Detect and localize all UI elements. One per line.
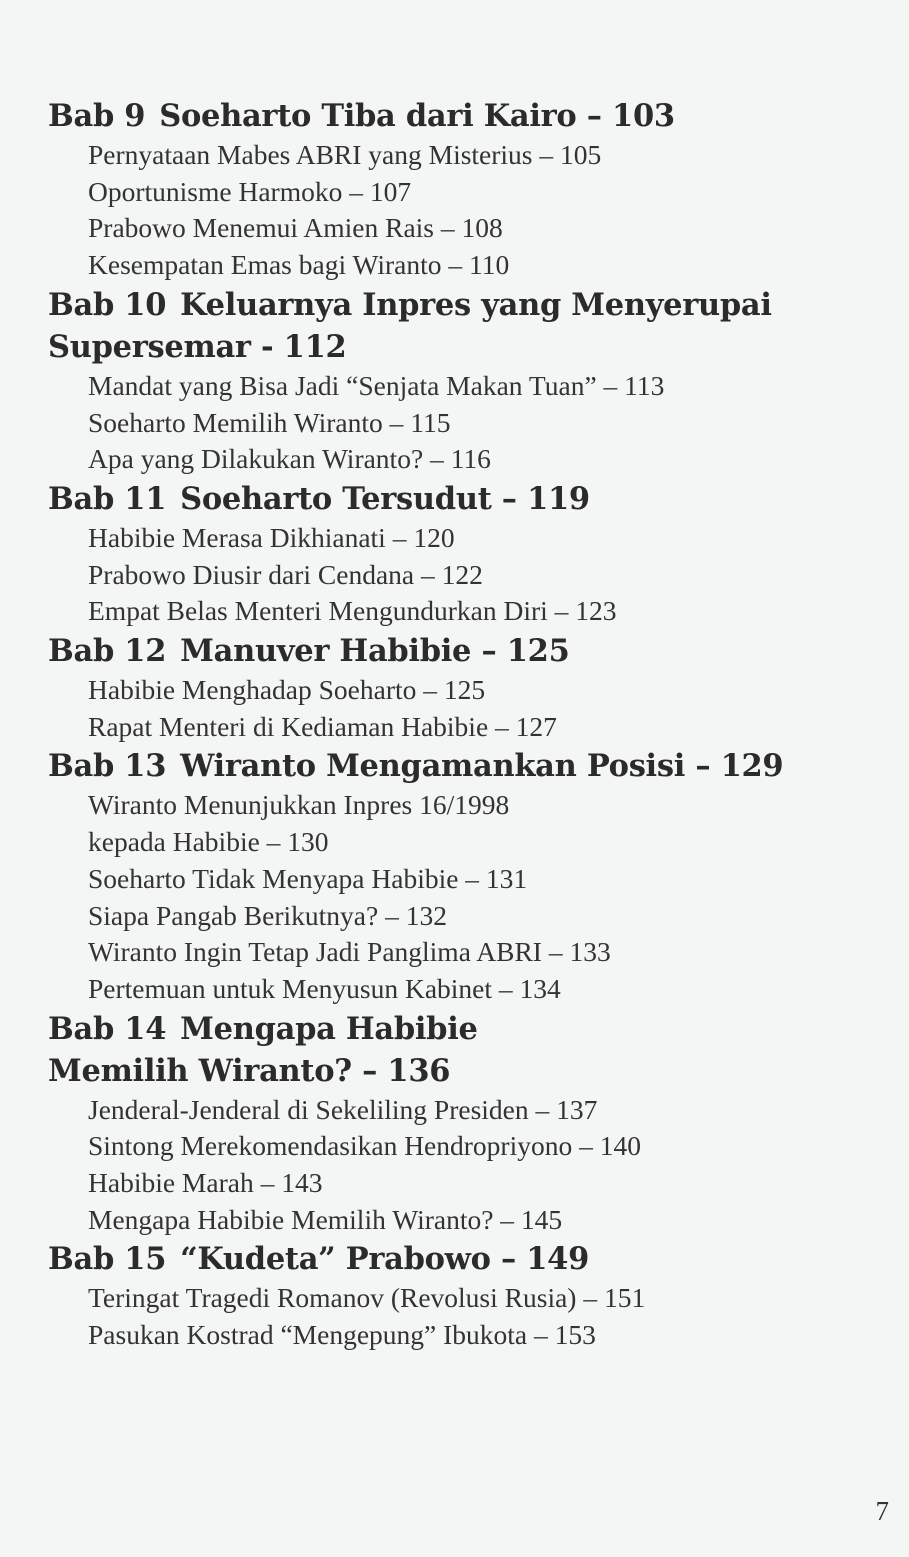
toc-entry: Apa yang Dilakukan Wiranto? – 116 [88,443,491,475]
toc-entry: Pernyataan Mabes ABRI yang Misterius – 105 [88,139,602,170]
chapter-heading [48,630,878,672]
toc-entry: Pertemuan untuk Menyusun Kabinet – 134 [88,972,561,1004]
toc-entry: Prabowo Diusir dari Cendana – 122 [88,558,483,590]
toc-entry: Prabowo Menemui Amien Rais – 108 [88,212,503,244]
chapter-heading [48,1238,878,1280]
toc-entry: Habibie Merasa Dikhianati – 120 [88,521,455,553]
page-number: 7 [875,1496,889,1526]
toc-entry: Soeharto Memilih Wiranto – 115 [88,406,451,438]
toc-entry: Habibie Marah – 143 [88,1167,323,1199]
chapter-title: Mengapa Habibie [180,1010,478,1047]
toc-entry: Jenderal-Jenderal di Sekeliling Presiden – 137 [88,1093,598,1125]
toc-entry: Siapa Pangab Berikutnya? – 132 [88,899,447,931]
chapter-heading [48,745,878,787]
chapter-title: Soeharto Tiba dari Kairo – 103 [159,98,675,134]
toc-entry: Sintong Merekomendasikan Hendropriyono – 140 [88,1130,641,1162]
chapter-heading [48,95,878,137]
chapter-number: Bab 12 [48,633,167,670]
chapter-title: Wiranto Mengamankan Posisi – 129 [180,748,784,785]
chapter-number: Bab 15 [48,1241,167,1278]
chapter-title: “Kudeta” Prabowo – 149 [180,1241,590,1278]
toc-entry: Mandat yang Bisa Jadi “Senjata Makan Tuan” – 113 [88,369,665,401]
toc-entry: Oportunisme Harmoko – 107 [88,175,412,207]
chapter-title: Manuver Habibie – 125 [180,633,570,670]
chapter-number: Bab 9 [48,98,146,134]
chapter-title: Soeharto Tersudut – 119 [180,480,590,517]
toc-entry: Pasukan Kostrad “Mengepung” Ibukota – 153 [88,1319,596,1351]
chapter-number: Bab 11 [48,480,167,517]
toc-entry: kepada Habibie – 130 [88,826,329,858]
chapter-number: Bab 13 [48,748,167,785]
chapter-title: Keluarnya Inpres yang Menyerupai [180,286,772,323]
chapter-heading [48,284,878,326]
chapter-number: Bab 14 [48,1010,167,1047]
toc-entry: Kesempatan Emas bagi Wiranto – 110 [88,249,510,281]
chapter-number: Bab 10 [48,286,167,323]
chapter-title-continuation: Memilih Wiranto? – 136 [48,1052,451,1089]
toc-entry: Soeharto Tidak Menyapa Habibie – 131 [88,862,528,894]
toc-entry: Teringat Tragedi Romanov (Revolusi Rusia) – 151 [88,1282,646,1314]
toc-entry: Rapat Menteri di Kediaman Habibie – 127 [88,710,557,742]
chapter-title-continuation: Supersemar - 112 [48,328,347,365]
toc-entry: Mengapa Habibie Memilih Wiranto? – 145 [88,1203,563,1235]
table-of-contents [48,95,878,1354]
chapter-heading [48,478,878,520]
toc-entry: Wiranto Ingin Tetap Jadi Panglima ABRI – 133 [88,936,611,968]
toc-entry: Wiranto Menunjukkan Inpres 16/1998 [88,789,510,821]
toc-entry: Habibie Menghadap Soeharto – 125 [88,674,486,706]
chapter-heading [48,1008,878,1050]
toc-entry: Empat Belas Menteri Mengundurkan Diri – 123 [88,595,617,627]
